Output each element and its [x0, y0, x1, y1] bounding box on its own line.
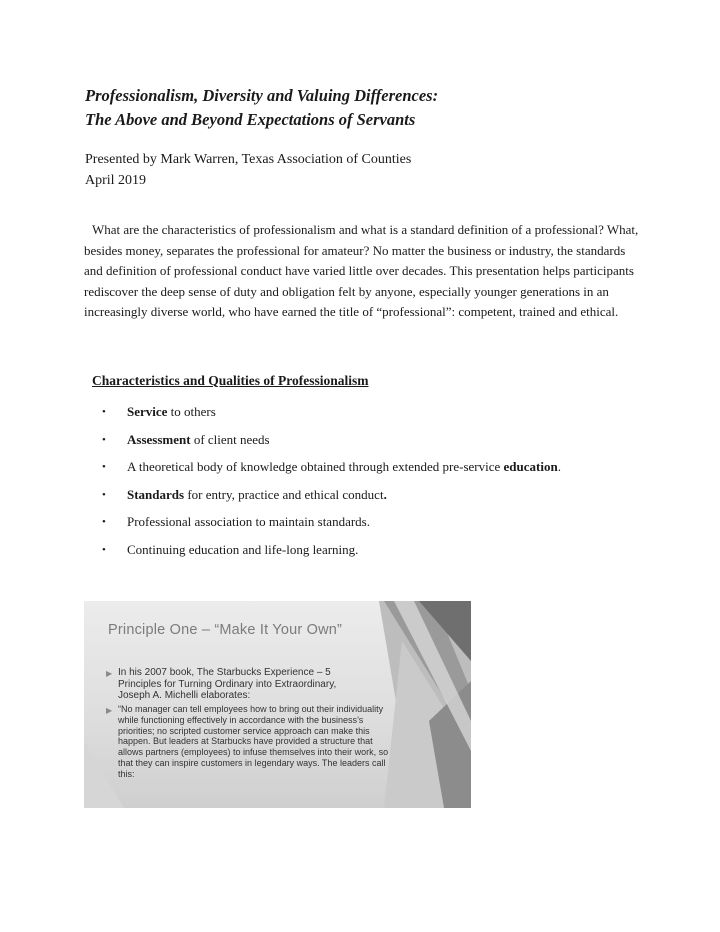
bullet-bold: education: [503, 459, 558, 474]
list-item: [102, 456, 662, 484]
document-title: [85, 84, 685, 132]
list-item: [102, 401, 662, 429]
bullet-bold: Assessment: [127, 431, 191, 447]
bullet-text: .: [557, 459, 561, 474]
presenter-line: Presented by Mark Warren, Texas Association of Counties: [85, 152, 412, 167]
arrow-icon: ▶: [106, 669, 113, 678]
slide-paragraph-1: [106, 667, 368, 702]
section-heading: Characteristics and Qualities of Professionalism: [92, 373, 369, 388]
bullet-text: Continuing education and life-long learning.: [127, 541, 359, 557]
bullet-icon: •: [102, 433, 106, 446]
characteristics-list: [102, 401, 662, 566]
bullet-text: Professional association to maintain standards.: [127, 514, 370, 529]
arrow-icon: ▶: [106, 706, 113, 715]
bullet-icon: •: [102, 543, 106, 556]
slide-title: Principle One – “Make It Your Own”: [108, 622, 343, 638]
bullet-bold: Service: [127, 404, 168, 419]
list-item: [102, 539, 662, 567]
title-line-1: Professionalism, Diversity and Valuing Differences:: [85, 86, 439, 105]
bullet-bold: Standards: [127, 486, 185, 502]
bullet-icon: •: [102, 461, 106, 473]
slide-text: , Joseph A. Michelli elaborates:: [118, 678, 337, 701]
slide-image: [84, 601, 471, 808]
bullet-icon: •: [102, 406, 106, 418]
slide-quote: “No manager can tell employees how to bring out their individuality while functioning effectively in accordance with the business’s priorities; no scripted customer service approach can make this happen. But leaders at Starbucks have provided a structure that allows partners (employees) to infuse themselves into their work, so that they can inspire customers in legendary ways. The leaders call this:: [118, 704, 389, 779]
date-line: April 2019: [85, 173, 147, 188]
slide-book-title: The Starbucks Experience – 5 Principles for Turning Ordinary into Extraordinary: [118, 667, 334, 690]
presenter-block: [85, 149, 411, 191]
bullet-text: to others: [167, 404, 216, 419]
abstract-paragraph: What are the characteristics of professionalism and what is a standard definition of a professional? What, besides money, separates the professional for amateur? No matter the business or industry, the standards and definition of professional conduct have varied little over decades. This presentation helps participants rediscover the deep sense of duty and obligation felt by anyone, especially younger generations in an increasingly diverse world, who have earned the title of “professional”: competent, trained and ethical.: [84, 222, 639, 319]
list-item: [102, 484, 662, 512]
bullet-icon: •: [102, 488, 106, 501]
bullet-text: A theoretical body of knowledge obtained through extended pre-service: [127, 459, 504, 474]
bullet-text: for entry, practice and ethical conduct: [184, 486, 384, 502]
bullet-icon: •: [102, 516, 106, 528]
slide-paragraph-1-text: [106, 667, 368, 702]
slide-text: In his 2007 book,: [118, 667, 197, 678]
list-item: [102, 429, 662, 457]
title-line-2: The Above and Beyond Expectations of Servants: [85, 110, 416, 129]
list-item: [102, 511, 662, 539]
slide-paragraph-2: [106, 704, 391, 780]
bullet-text: of client needs: [190, 431, 270, 447]
bullet-bold: .: [383, 486, 387, 502]
